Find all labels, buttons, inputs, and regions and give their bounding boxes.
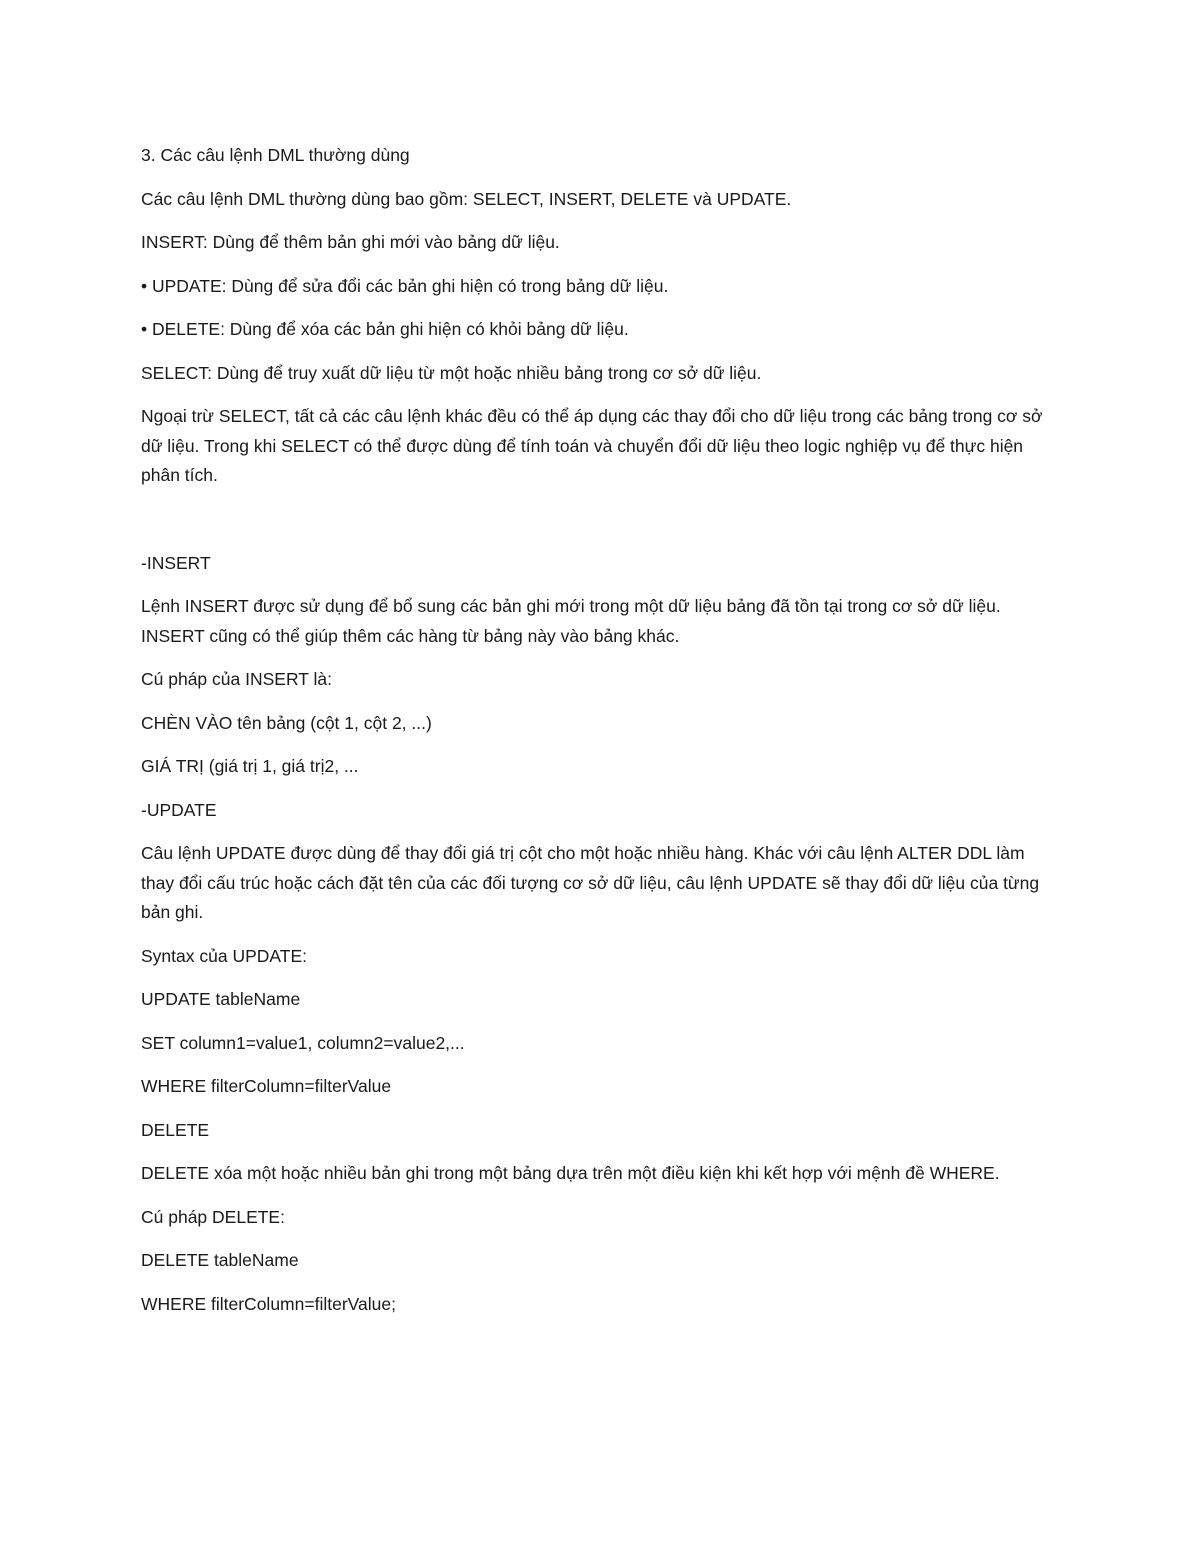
delete-syntax-line-1: DELETE tableName xyxy=(141,1250,299,1270)
paragraph-insert-def: INSERT: Dùng để thêm bản ghi mới vào bảng dữ liệu. xyxy=(141,232,560,252)
delete-syntax-label: Cú pháp DELETE: xyxy=(141,1206,285,1227)
delete-syntax-line-2: WHERE filterColumn=filterValue; xyxy=(141,1293,396,1314)
delete-heading: DELETE xyxy=(141,1119,210,1140)
document-body xyxy=(141,141,1061,1333)
update-syntax-label: Syntax của UPDATE: xyxy=(141,945,307,966)
update-syntax-line-2: SET column1=value1, column2=value2,... xyxy=(141,1032,465,1053)
section-heading: 3. Các câu lệnh DML thường dùng xyxy=(141,145,410,165)
insert-syntax-line-2: GIÁ TRỊ (giá trị 1, giá trị2, ... xyxy=(141,756,359,776)
insert-syntax-line-1: CHÈN VÀO tên bảng (cột 1, cột 2, ...) xyxy=(141,712,432,733)
paragraph-select-def: SELECT: Dùng để truy xuất dữ liệu từ một hoặc nhiều bảng trong cơ sở dữ liệu. xyxy=(141,362,762,383)
paragraph-summary: Ngoại trừ SELECT, tất cả các câu lệnh khác đều có thể áp dụng các thay đổi cho dữ liệu trong các bảng trong cơ sở dữ liệu. Trong khi SELECT có thể được dùng để tính toán và chuyển đổi dữ liệu theo logic nghiệp vụ để thực hiện phân tích. xyxy=(141,406,1043,485)
insert-heading: -INSERT xyxy=(141,552,211,573)
blank-line xyxy=(141,505,1061,549)
paragraph-insert-desc: Lệnh INSERT được sử dụng để bổ sung các bản ghi mới trong một dữ liệu bảng đã tồn tại trong cơ sở dữ liệu. INSERT cũng có thể giúp thêm các hàng từ bảng này vào bảng khác. xyxy=(141,596,1001,646)
paragraph-delete-desc: DELETE xóa một hoặc nhiều bản ghi trong một bảng dựa trên một điều kiện khi kết hợp với mệnh đề WHERE. xyxy=(141,1163,1000,1183)
update-syntax-line-1: UPDATE tableName xyxy=(141,989,301,1009)
insert-syntax-label: Cú pháp của INSERT là: xyxy=(141,669,332,689)
bullet-update-def: • UPDATE: Dùng để sửa đổi các bản ghi hiện có trong bảng dữ liệu. xyxy=(141,275,669,296)
update-syntax-line-3: WHERE filterColumn=filterValue xyxy=(141,1076,392,1096)
update-heading: -UPDATE xyxy=(141,799,217,820)
bullet-delete-def: • DELETE: Dùng để xóa các bản ghi hiện có khỏi bảng dữ liệu. xyxy=(141,319,629,339)
paragraph-intro: Các câu lệnh DML thường dùng bao gồm: SELECT, INSERT, DELETE và UPDATE. xyxy=(141,188,792,209)
paragraph-update-desc: Câu lệnh UPDATE được dùng để thay đổi giá trị cột cho một hoặc nhiều hàng. Khác với câu lệnh ALTER DDL làm thay đổi cấu trúc hoặc cách đặt tên của các đối tượng cơ sở dữ liệu, câu lệnh UPDATE sẽ thay đổi dữ liệu của từng bản ghi. xyxy=(141,843,1040,922)
